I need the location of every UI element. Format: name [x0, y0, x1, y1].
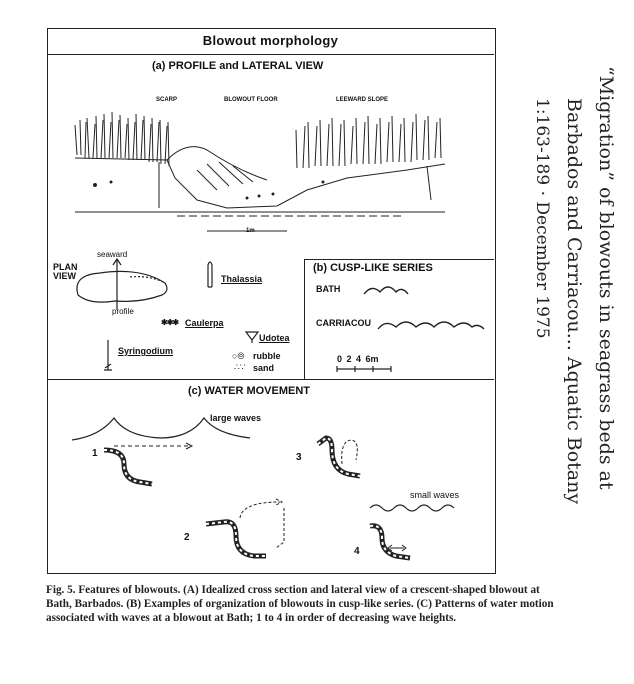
label-blowout-floor: BLOWOUT FLOOR [224, 97, 278, 103]
label-scarp: SCARP [156, 97, 178, 103]
movement-4-drawing [364, 518, 424, 568]
legend-thalassia: Thalassia [221, 274, 263, 284]
panel-a-heading: (a) PROFILE and LATERAL VIEW [152, 60, 324, 72]
movement-4-number: 4 [354, 546, 360, 557]
carriacou-label: CARRIACOU [316, 318, 371, 328]
citation-line-1: “Migration” of blowouts in seagrass beds at [595, 66, 617, 490]
movement-1-drawing [100, 440, 160, 500]
movement-3-number: 3 [296, 452, 302, 463]
movement-2-number: 2 [184, 532, 190, 543]
citation-line-3: 1:163-189 · December 1975 [532, 98, 552, 339]
rubble-icon: ○⦾ [232, 351, 245, 361]
label-leeward-slope: LEEWARD SLOPE [336, 97, 389, 103]
figure-caption: Fig. 5. Features of blowouts. (A) Idealized cross section and lateral view of a crescent-shaped blowout at Bath, Barbados. (B) Examples of organization of blowouts in cusp-like series. (C) Patterns of water motion associated with waves at a blowout at Bath; 1 to 4 in order of decreasing wave heights. [46, 584, 554, 624]
legend-udotea: Udotea [259, 333, 290, 343]
carriacou-cusps [376, 315, 486, 335]
small-wave-drawing [368, 500, 468, 514]
udotea-icon [245, 330, 259, 344]
profile-drawing [47, 100, 494, 230]
caulerpa-icon: ✱✱✱ [161, 318, 179, 327]
plan-view-drawing [70, 255, 190, 325]
movement-3-drawing [312, 430, 372, 490]
panel-c-divider [47, 379, 494, 381]
profile-scale: 1m [246, 228, 255, 234]
bath-label: BATH [316, 284, 341, 294]
citation-line-2: Barbados and Carriacou... Aquatic Botany [563, 98, 585, 505]
legend-rubble: rubble [253, 351, 281, 361]
profile-label: profile [112, 307, 134, 316]
sand-icon: ∴∵ [234, 362, 246, 372]
small-waves-label: small waves [410, 490, 460, 500]
bath-cusps [362, 282, 412, 298]
movement-2-drawing [200, 496, 290, 566]
plan-view-label: PLAN VIEW [53, 262, 78, 281]
thalassia-icon [204, 259, 218, 289]
legend-syringodium: Syringodium [118, 346, 174, 356]
panel-b-scale: 0 2 4 6m [337, 354, 379, 364]
panel-c-heading: (c) WATER MOVEMENT [188, 385, 311, 397]
movement-1-number: 1 [92, 448, 98, 459]
legend-caulerpa: Caulerpa [185, 318, 224, 328]
large-waves-label: large waves [210, 413, 262, 423]
panel-b-scalebar [335, 366, 395, 372]
seaward-label: seaward [97, 250, 128, 259]
syringodium-icon [100, 338, 120, 372]
figure-title: Blowout morphology [47, 28, 494, 55]
panel-b-heading: (b) CUSP-LIKE SERIES [313, 262, 433, 274]
legend-sand: sand [253, 363, 275, 373]
